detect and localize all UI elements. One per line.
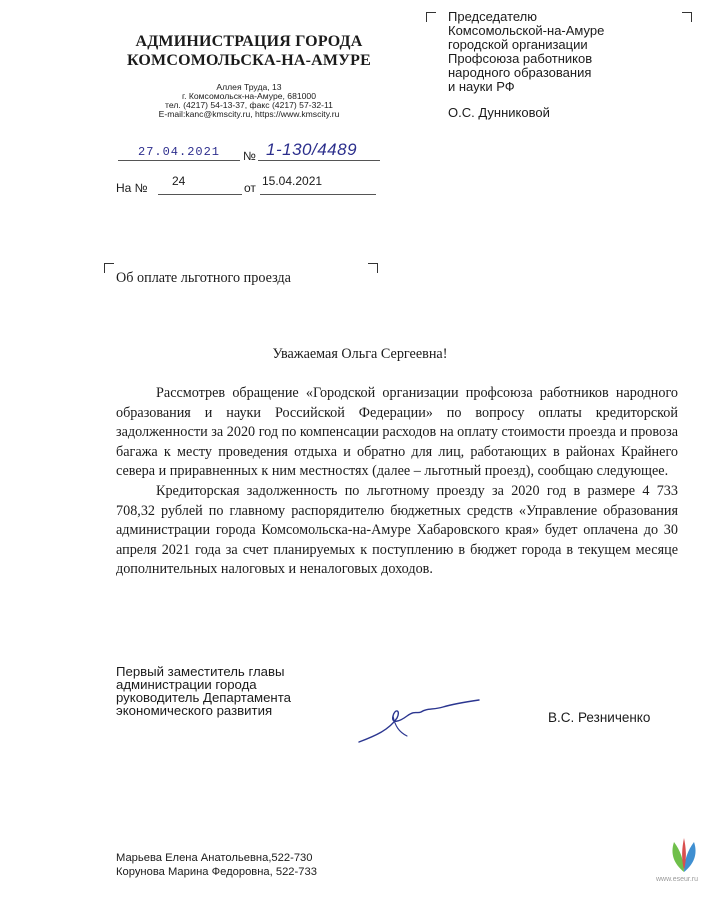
org-name-line1: АДМИНИСТРАЦИЯ ГОРОДА [135,33,363,50]
recipient-line-5: народного образования [448,65,592,80]
recipient-line-4: Профсоюза работников [448,51,593,66]
executor-2: Корунова Марина Федоровна, 522-733 [116,866,317,878]
signer-position-3: руководитель Департамента [116,690,291,705]
signer-name: В.С. Резниченко [548,710,651,725]
reply-number-line [158,180,242,195]
subject-corner-left [104,263,114,273]
email-web: E-mail:kanc@kmscity.ru, https://www.kmscity.ru [158,109,340,119]
letter-body [116,384,678,580]
org-name-line2: КОМСОМОЛЬСКА-НА-АМУРЕ [126,52,371,69]
signer-position-4: экономического развития [116,703,273,718]
reply-date: 15.04.2021 [262,174,323,188]
recipient-name: О.С. Дунниковой [448,105,550,120]
recipient-corner-left [426,12,436,22]
paragraph-2: Кредиторская задолженность по льготному проезду за 2020 год в размере 4 733 708,32 рублей по главному распорядителю бюджетных средств «Управление образования администрации города Комсомольска-на-Амуре Хабаровского края» будет оплачена до 30 апреля 2021 года за счет планируемых к поступлению в бюджет города в текущем месяце дополнительных налоговых и неналоговых доходов. [116,482,678,578]
reply-from-label: от [244,181,256,195]
phone-fax: тел. (4217) 54-13-37, факс (4217) 57-32-11 [165,100,333,110]
address-city: г. Комсомольск-на-Амуре, 681000 [182,91,316,101]
recipient-line-1: Председателю [448,9,538,24]
greeting: Уважаемая Ольга Сергеевна! [272,346,448,362]
reg-number-label: № [243,149,256,163]
executor-1: Марьева Елена Анатольевна,522-730 [116,852,313,864]
recipient-corner-right [682,12,692,22]
subject: Об оплате льготного проезда [116,270,291,286]
recipient-line-2: Комсомольской-на-Амуре [448,23,605,38]
watermark-text: www.eseur.ru [656,876,699,883]
subject-corner-right [368,263,378,273]
reg-number-handwritten: 1-130/4489 [266,140,358,159]
signer-position-1: Первый заместитель главы [116,664,285,679]
reg-date-stamp: 27.04.2021 [138,145,221,159]
paragraph-1: Рассмотрев обращение «Городской организации профсоюза работников народного образования и науки Российской Федерации» по вопросу оплаты кредиторской задолженности за 2020 год по компенсации расходов на оплату стоимости проезда и провоза багажа к месту проведения отдыха и обратно для лиц, работающих в районах Крайнего севера и приравненных к ним местностях (далее – льготный проезд), сообщаю следующее. [116,385,678,480]
recipient-line-3: городской организации [448,37,588,52]
address-street: Аллея Труда, 13 [216,82,282,92]
signer-position-2: администрации города [116,677,257,692]
recipient-line-6: и науки РФ [448,79,515,94]
handwritten-signature [355,692,485,747]
reply-label: На № [116,181,148,195]
reply-number: 24 [172,174,186,188]
watermark-logo-icon [664,834,704,874]
